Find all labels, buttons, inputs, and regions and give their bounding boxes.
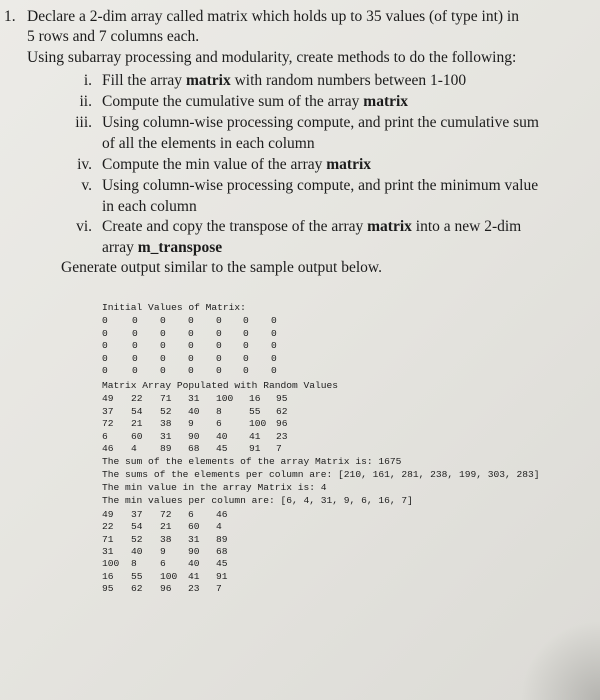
populated-cell: 45 [216,443,228,454]
populated-cell: 95 [276,393,288,404]
transpose-cell: 89 [216,533,228,545]
task-1-numeral: i. [83,72,92,89]
initial-cell: 0 [102,327,108,339]
initial-cell: 0 [271,365,277,376]
initial-cell: 0 [160,352,166,364]
initial-cell: 0 [243,365,249,376]
task-6-text-line-1 [102,217,521,236]
populated-cell: 4 [131,443,137,454]
variable-name: matrix [326,156,372,173]
transpose-cell: 6 [160,558,166,570]
transpose-cell: 9 [160,545,166,557]
task-text: in each column [102,197,197,215]
column-mins-line: The min values per column are: [6, 4, 31, 9, 6, 16, 7] [102,495,413,506]
initial-cell: 0 [271,315,277,326]
initial-cell: 0 [271,340,277,351]
transpose-cell: 31 [188,533,200,545]
populated-cell: 38 [160,418,172,429]
sum-line: The sum of the elements of the array Matrix is: 1675 [102,456,402,467]
populated-cell: 40 [188,405,200,417]
transpose-cell: 68 [216,545,228,557]
task-text: array [102,238,138,256]
transpose-cell: 31 [102,545,114,557]
populated-cell: 54 [131,405,143,417]
populated-cell: 9 [188,418,194,429]
transpose-cell: 54 [131,521,143,533]
populated-cell: 90 [188,430,200,442]
populated-cell: 68 [188,443,200,454]
initial-cell: 0 [132,340,138,351]
transpose-cell: 40 [131,545,143,557]
task-text: Using column-wise processing compute, and print the minimum value [102,177,539,194]
initial-cell: 0 [102,365,108,376]
initial-values-header: Initial Values of Matrix: [102,302,246,313]
initial-cell: 0 [160,327,166,339]
populated-cell: 49 [102,393,114,404]
task-5-numeral: v. [81,177,92,194]
initial-cell: 0 [132,327,138,339]
transpose-cell: 22 [102,521,114,533]
question-number: 1. [4,8,16,25]
populated-cell: 31 [160,430,172,442]
transpose-cell: 60 [188,521,200,533]
initial-cell: 0 [132,315,138,326]
transpose-cell: 90 [188,545,200,557]
populated-cell: 23 [276,430,288,442]
task-6-text-line-2 [102,238,222,257]
initial-cell: 0 [160,340,166,351]
transpose-cell: 100 [102,558,120,570]
populated-cell: 72 [102,418,114,429]
populated-cell: 31 [188,393,200,404]
transpose-cell: 95 [102,582,114,594]
transpose-cell: 62 [131,582,143,594]
transpose-cell: 6 [188,509,194,520]
populated-cell: 60 [131,430,143,442]
question-intro-line-1: Declare a 2-dim array called matrix which holds up to 35 values (of type int) in [27,8,519,25]
task-text: Compute the min value of the array [102,156,327,173]
transpose-cell: 23 [188,582,200,594]
transpose-cell: 37 [131,509,143,520]
task-5-text-line-1 [102,176,538,195]
variable-name: matrix [185,72,231,89]
task-6-numeral: vi. [76,218,92,235]
variable-name: matrix [363,93,409,110]
initial-cell: 0 [102,352,108,364]
transpose-cell: 96 [160,582,172,594]
initial-cell: 0 [160,365,166,376]
initial-cell: 0 [132,352,138,364]
transpose-cell: 40 [188,558,200,570]
populated-cell: 6 [102,430,108,442]
transpose-cell: 71 [102,533,114,545]
task-4-numeral: iv. [77,156,92,173]
task-5-text-line-2 [102,197,197,216]
populated-cell: 7 [276,443,282,454]
initial-cell: 0 [188,352,194,364]
initial-cell: 0 [216,352,222,364]
transpose-cell: 21 [160,521,172,533]
transpose-cell: 46 [216,509,228,520]
initial-cell: 0 [188,327,194,339]
question-intro-line-2: 5 rows and 7 columns each. [27,28,200,45]
transpose-cell: 7 [216,582,222,594]
task-2-numeral: ii. [79,93,92,110]
transpose-cell: 100 [160,570,178,582]
populated-cell: 8 [216,405,222,417]
transpose-cell: 72 [160,509,172,520]
initial-cell: 0 [216,315,222,326]
initial-cell: 0 [102,340,108,351]
initial-cell: 0 [188,340,194,351]
initial-cell: 0 [243,340,249,351]
transpose-cell: 55 [131,570,143,582]
initial-cell: 0 [216,340,222,351]
populated-cell: 89 [160,443,172,454]
task-text: Using column-wise processing compute, and print the cumulative sum [102,114,539,131]
transpose-cell: 4 [216,521,222,533]
populated-cell: 55 [249,405,261,417]
column-sums-line: The sums of the elements per column are: [210, 161, 281, 238, 199, 303, 283] [102,469,540,480]
transpose-cell: 45 [216,558,228,570]
page-shadow [520,620,600,700]
task-text: Compute the cumulative sum of the array [102,93,364,110]
closing-instruction: Generate output similar to the sample output below. [61,259,382,276]
initial-cell: 0 [160,315,166,326]
populated-cell: 46 [102,443,114,454]
task-3-numeral: iii. [75,114,92,131]
task-3-text-line-2 [102,134,315,153]
task-3-text-line-1 [102,113,539,132]
task-text: Create and copy the transpose of the array [102,218,368,235]
initial-cell: 0 [243,315,249,326]
min-line: The min value in the array Matrix is: 4 [102,482,327,493]
initial-cell: 0 [216,365,222,376]
variable-name: m_transpose [137,238,223,256]
initial-cell: 0 [243,327,249,339]
populated-cell: 40 [216,430,228,442]
populated-cell: 100 [249,418,267,429]
populated-cell: 41 [249,430,261,442]
task-text: with random numbers between 1-100 [230,72,467,89]
transpose-cell: 8 [131,558,137,570]
initial-cell: 0 [188,365,194,376]
populated-cell: 71 [160,393,172,404]
transpose-cell: 41 [188,570,200,582]
question-intro-line-3: Using subarray processing and modularity, create methods to do the following: [27,49,517,66]
populated-cell: 62 [276,405,288,417]
initial-cell: 0 [243,352,249,364]
initial-cell: 0 [271,327,277,339]
transpose-cell: 49 [102,509,114,520]
task-4-text-line-1 [102,155,371,174]
transpose-cell: 91 [216,570,228,582]
populated-cell: 16 [249,393,261,404]
populated-header: Matrix Array Populated with Random Values [102,380,339,391]
populated-cell: 37 [102,405,114,417]
populated-cell: 52 [160,405,172,417]
initial-cell: 0 [132,365,138,376]
task-2-text-line-1 [102,92,408,111]
initial-cell: 0 [188,315,194,326]
task-text: Fill the array [102,72,186,89]
transpose-cell: 38 [160,533,172,545]
task-text: of all the elements in each column [102,134,315,152]
populated-cell: 91 [249,443,261,454]
transpose-cell: 52 [131,533,143,545]
populated-cell: 6 [216,418,222,429]
populated-cell: 21 [131,418,143,429]
initial-cell: 0 [216,327,222,339]
transpose-cell: 16 [102,570,114,582]
populated-cell: 96 [276,418,288,429]
task-1-text-line-1 [102,71,466,90]
populated-cell: 22 [131,393,143,404]
task-text: into a new 2-dim [411,218,522,235]
initial-cell: 0 [271,352,277,364]
populated-cell: 100 [216,393,234,404]
initial-cell: 0 [102,315,108,326]
variable-name: matrix [367,218,412,235]
